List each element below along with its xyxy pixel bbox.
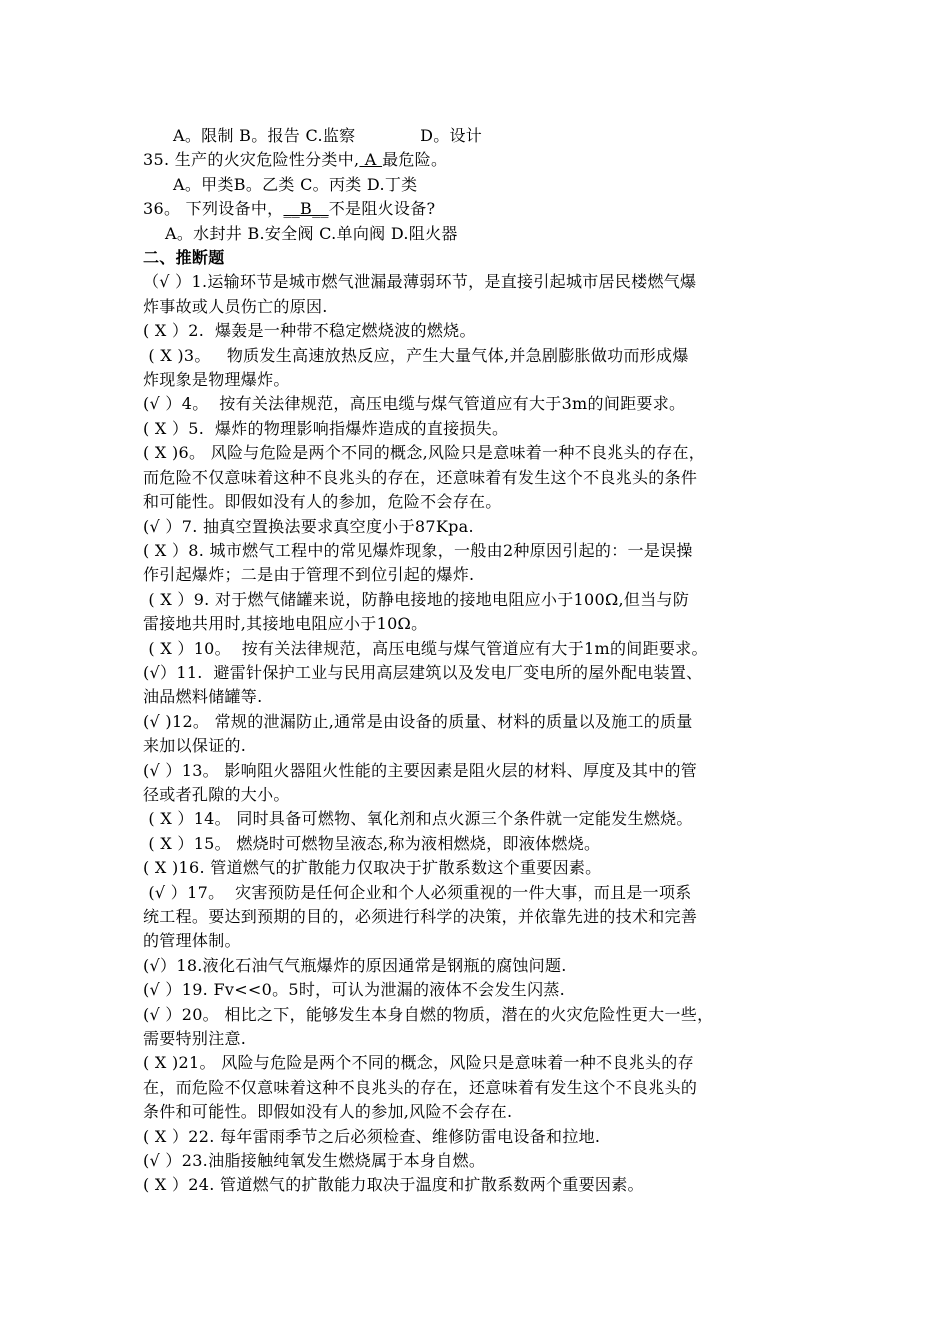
q35-answer: A	[359, 150, 383, 170]
judgment-line: 炸事故或人员伤亡的原因.	[143, 296, 328, 316]
section-title: 二、推断题	[143, 248, 225, 268]
judgment-line: (√）18.液化石油气气瓶爆炸的原因通常是钢瓶的腐蚀问题.	[143, 955, 567, 975]
judgment-line: (√ ）20。 相比之下，能够发生本身自燃的物质，潜在的火灾危险性更大一些，	[143, 1004, 714, 1024]
judgment-line: 和可能性。即假如没有人的参加，危险不会存在。	[143, 492, 502, 512]
judgment-line: 来加以保证的.	[143, 736, 247, 756]
q36-options: A。水封井 B.安全阀 C.单向阀 D.阻火器	[165, 223, 458, 243]
judgment-line: ( X ）24. 管道燃气的扩散能力取决于温度和扩散系数两个重要因素。	[143, 1175, 644, 1195]
judgment-line: 雷接地共用时,其接地电阻应小于10Ω。	[143, 614, 428, 634]
judgment-line: 炸现象是物理爆炸。	[143, 370, 290, 390]
q36-stem	[143, 197, 815, 221]
q35-options: A。甲类B。乙类 C。丙类 D.丁类	[173, 174, 418, 194]
judgment-line: (√ ）23.油脂接触纯氧发生燃烧属于本身自燃。	[143, 1151, 486, 1171]
judgment-line: (√）11. 避雷针保护工业与民用高层建筑以及发电厂变电所的屋外配电装置、	[143, 662, 703, 682]
judgment-line: 条件和可能性。即假如没有人的参加,风险不会存在.	[143, 1102, 513, 1122]
judgment-line: (√ ）17。 灾害预防是任何企业和个人必须重视的一件大事，而且是一项系	[143, 882, 692, 902]
judgment-list	[143, 270, 815, 1197]
judgment-line: 统工程。要达到预期的目的，必须进行科学的决策，并依靠先进的技术和完善	[143, 907, 698, 926]
judgment-line: ( X )3。 物质发生高速放热反应，产生大量气体,并急剧膨胀做功而形成爆	[143, 345, 689, 365]
judgment-line: ( X ）15。 燃烧时可燃物呈液态,称为液相燃烧，即液体燃烧。	[143, 833, 601, 853]
judgment-line: ( X ）22. 每年雷雨季节之后必须检查、维修防雷电设备和拉地.	[143, 1126, 601, 1146]
judgment-line: ( X ）10。 按有关法律规范，高压电缆与煤气管道应有大于1m的间距要求。	[143, 638, 708, 658]
judgment-line: 而危险不仅意味着这种不良兆头的存在，还意味着有发生这个不良兆头的条件	[143, 467, 698, 487]
q35-stem	[143, 148, 815, 172]
q36-stem-before: 36。 下列设备中，	[143, 199, 284, 219]
q35-stem-after: 最危险。	[382, 150, 448, 170]
judgment-line: ( X ）9. 对于燃气储罐来说，防静电接地的接地电阻应小于100Ω,但当与防	[143, 589, 690, 609]
judgment-line: 需要特别注意.	[143, 1029, 247, 1049]
judgment-line: (√ ）4。 按有关法律规范，高压电缆与煤气管道应有大于3m的间距要求。	[143, 394, 686, 414]
judgment-line: ( X ）14。 同时具备可燃物、氧化剂和点火源三个条件就一定能发生燃烧。	[143, 809, 693, 829]
q36-answer: __B__	[283, 199, 329, 219]
judgment-line: 在，而危险不仅意味着这种不良兆头的存在，还意味着有发生这个不良兆头的	[143, 1077, 698, 1097]
judgment-line: (√ ）19. Fv<<0。5时，可认为泄漏的液体不会发生闪蒸.	[143, 980, 566, 1000]
judgment-line: (√ ）7. 抽真空置换法要求真空度小于87Kpa.	[143, 516, 474, 536]
judgment-line: ( X )16. 管道燃气的扩散能力仅取决于扩散系数这个重要因素。	[143, 858, 602, 878]
judgment-line: 油品燃料储罐等.	[143, 687, 263, 707]
judgment-line: 作引起爆炸；二是由于管理不到位引起的爆炸.	[143, 565, 475, 585]
judgment-line: 径或者孔隙的大小。	[143, 784, 290, 804]
q35-stem-before: 35. 生产的火灾危险性分类中,	[143, 150, 360, 170]
judgment-line: （√ ）1.运输环节是城市燃气泄漏最薄弱环节，是直接引起城市居民楼燃气爆	[143, 272, 697, 292]
judgment-line: ( X ）5. 爆炸的物理影响指爆炸造成的直接损失。	[143, 418, 509, 438]
judgment-line: (√ ）13。 影响阻火器阻火性能的主要因素是阻火层的材料、厚度及其中的管	[143, 760, 698, 780]
judgment-line: ( X )21。 风险与危险是两个不同的概念，风险只是意味着一种不良兆头的存	[143, 1053, 694, 1073]
document-body	[143, 124, 815, 1198]
judgment-line: (√ )12。 常规的泄漏防止,通常是由设备的质量、材料的质量以及施工的质量	[143, 711, 693, 731]
judgment-line: ( X )6。 风险与危险是两个不同的概念,风险只是意味着一种不良兆头的存在，	[143, 443, 706, 463]
judgment-line: ( X ）2. 爆轰是一种带不稳定燃烧波的燃烧。	[143, 321, 476, 341]
judgment-line: ( X ）8. 城市燃气工程中的常见爆炸现象，一般由2种原因引起的：一是误操	[143, 540, 693, 560]
q36-stem-after: 不是阻火设备?	[328, 199, 436, 219]
judgment-line: 的管理体制。	[143, 931, 241, 951]
q34-options: A。限制 B。报告 C.监察 D。设计	[173, 126, 483, 145]
